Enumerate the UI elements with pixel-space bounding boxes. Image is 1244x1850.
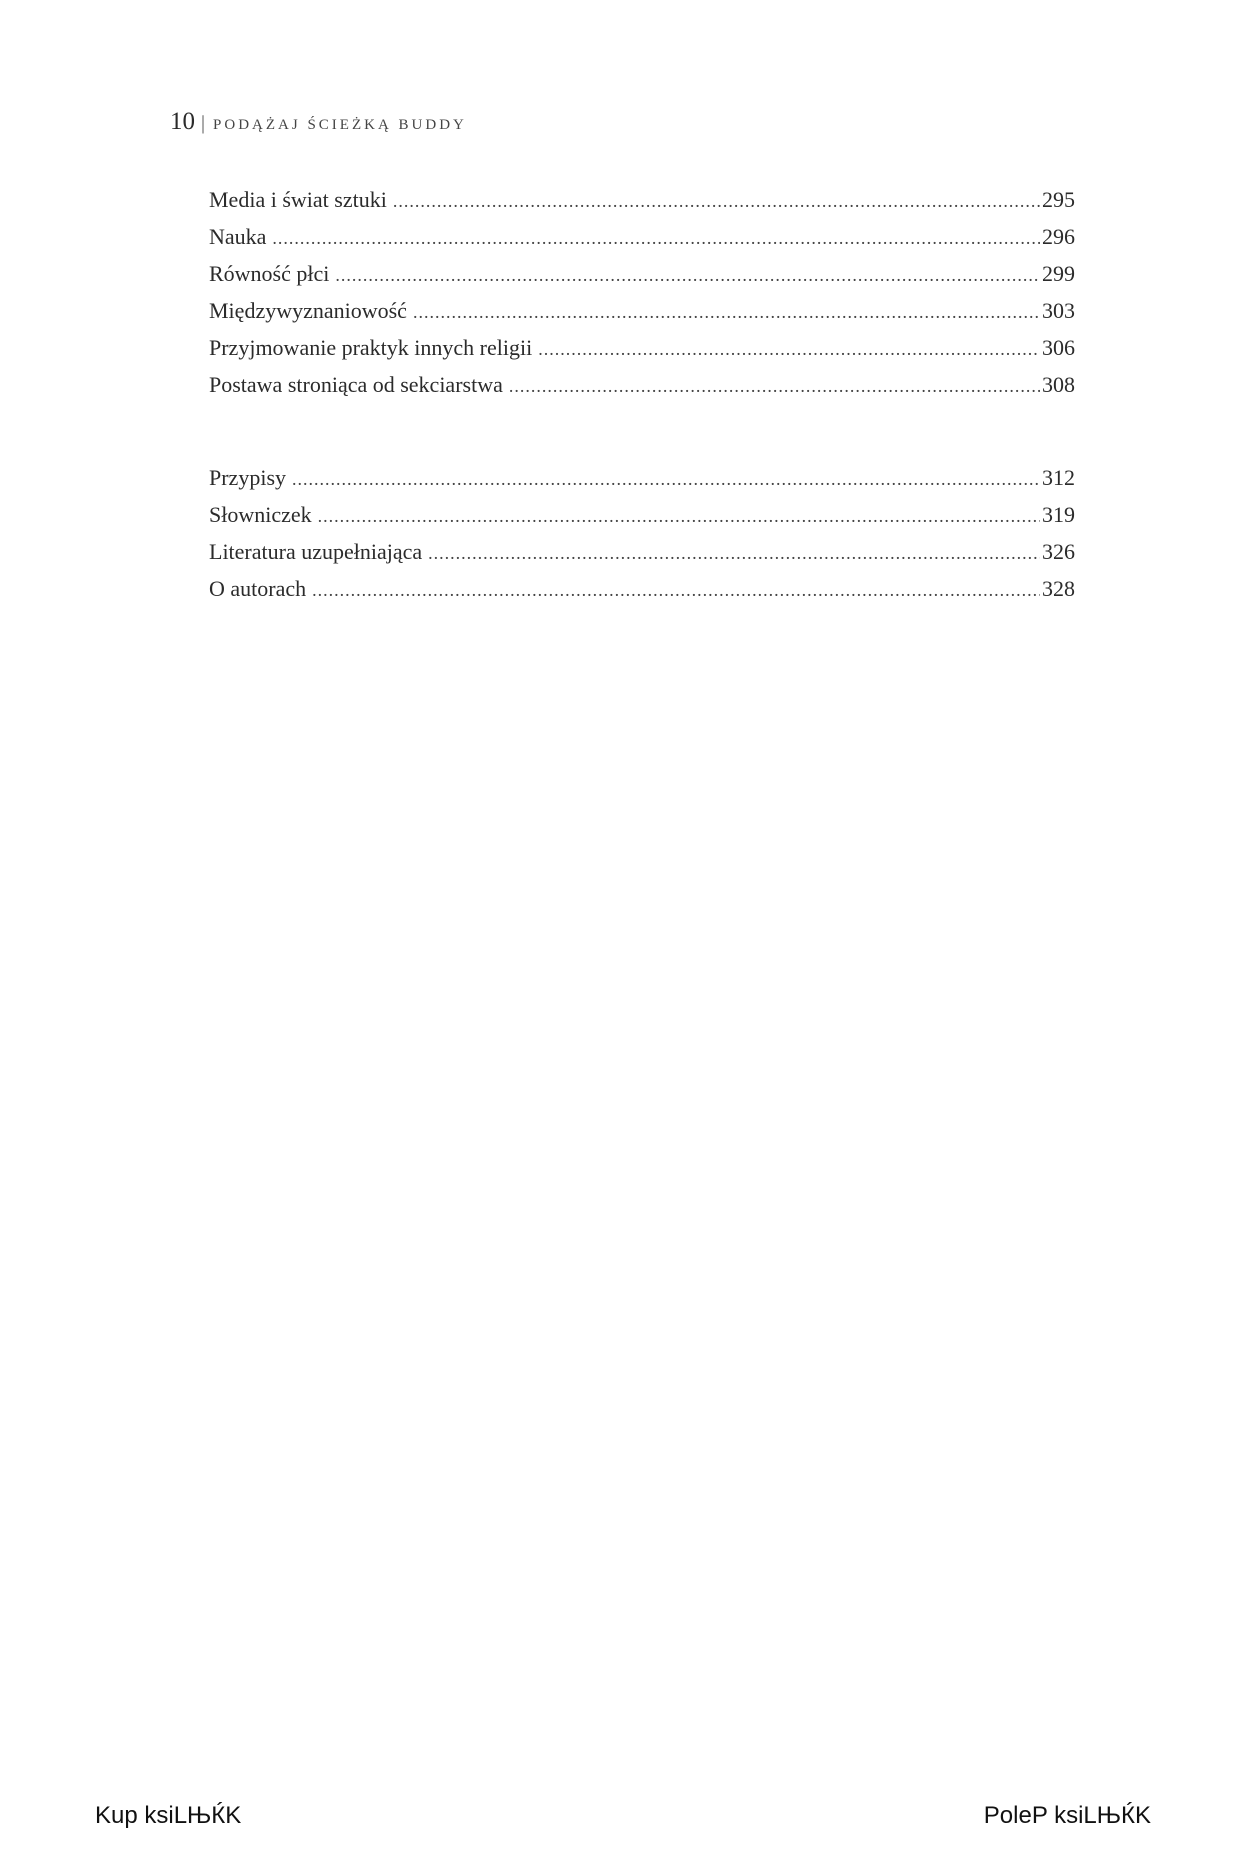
toc-entry-page: 303 [1042, 298, 1075, 323]
toc-entry-label: Równość płci [209, 261, 330, 286]
toc-entry-label: Postawa stroniąca od sekciarstwa [209, 372, 503, 397]
toc-entry-page: 308 [1042, 372, 1075, 397]
toc-entry-label: Słowniczek [209, 502, 312, 527]
toc-entry-page: 312 [1042, 465, 1075, 490]
toc-entry-page: 295 [1042, 187, 1075, 212]
toc-entry-label: Przyjmowanie praktyk innych religii [209, 335, 533, 360]
toc-entry-label: O autorach [209, 576, 307, 601]
toc-dot-leader [538, 331, 1040, 368]
toc-dot-leader [312, 572, 1040, 609]
toc-entry-label: Przypisy [209, 465, 286, 490]
toc-entry [209, 329, 1075, 366]
toc-entry [209, 570, 1075, 607]
toc-entry [209, 533, 1075, 570]
table-of-contents-group-2 [209, 459, 1075, 607]
page-number: 10 [170, 108, 195, 135]
toc-dot-leader [318, 498, 1040, 535]
recommend-book-link[interactable]: PoleP ksiLЊЌK [983, 1802, 1151, 1829]
toc-dot-leader [428, 535, 1040, 572]
toc-entry-page: 319 [1042, 502, 1075, 527]
toc-entry-label: Międzywyznaniowość [209, 298, 407, 323]
toc-entry [209, 218, 1075, 255]
toc-entry [209, 366, 1075, 403]
toc-entry-label: Literatura uzupełniająca [209, 539, 423, 564]
toc-dot-leader [272, 220, 1040, 257]
toc-entry [209, 255, 1075, 292]
toc-entry-page: 296 [1042, 224, 1075, 249]
toc-dot-leader [393, 183, 1040, 220]
toc-entry-label: Media i świat sztuki [209, 187, 387, 212]
table-of-contents-group-1 [209, 181, 1075, 403]
toc-dot-leader [413, 294, 1040, 331]
toc-dot-leader [509, 368, 1040, 405]
toc-entry-page: 326 [1042, 539, 1075, 564]
toc-entry [209, 292, 1075, 329]
toc-entry [209, 181, 1075, 218]
toc-entry [209, 496, 1075, 533]
toc-dot-leader [292, 461, 1040, 498]
toc-dot-leader [335, 257, 1040, 294]
running-header [170, 108, 467, 136]
toc-entry-page: 306 [1042, 335, 1075, 360]
toc-entry [209, 459, 1075, 496]
toc-entry-page: 299 [1042, 261, 1075, 286]
toc-entry-label: Nauka [209, 224, 267, 249]
book-title: PODĄŻAJ ŚCIEŻKĄ BUDDY [213, 117, 467, 133]
buy-book-link[interactable]: Kup ksiLЊЌK [95, 1802, 242, 1829]
header-separator: | [201, 112, 206, 134]
toc-entry-page: 328 [1042, 576, 1075, 601]
